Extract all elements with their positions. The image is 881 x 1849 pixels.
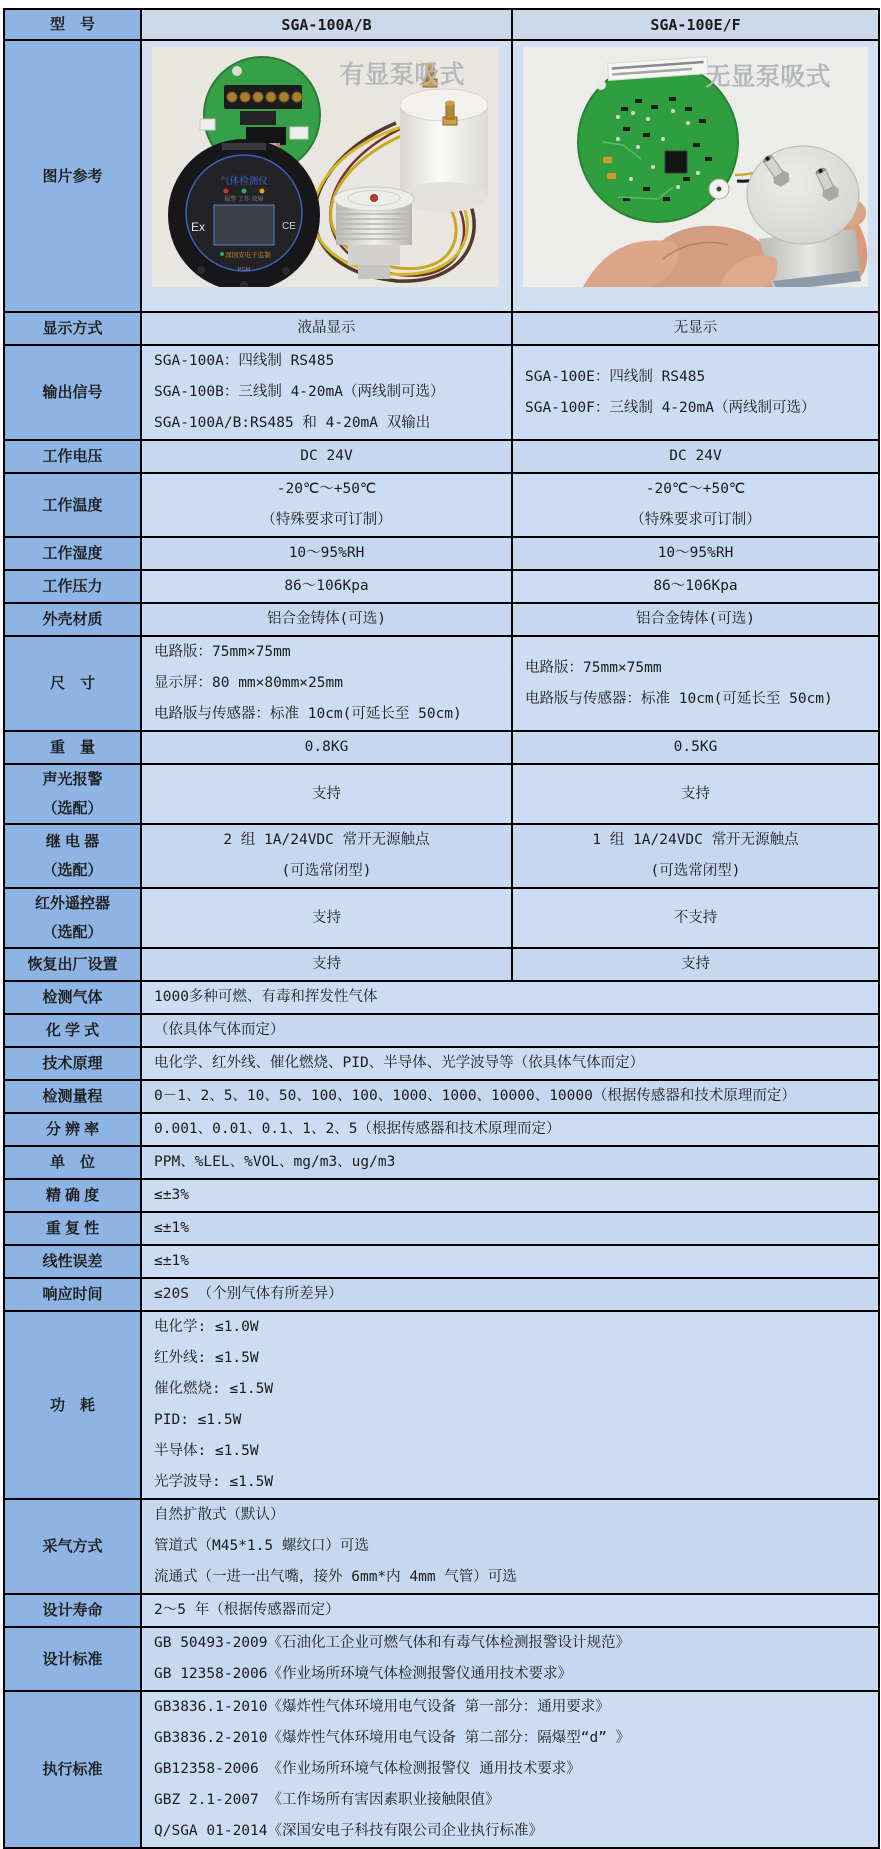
- header-label: 型 号: [49, 16, 95, 33]
- spec-label-design-standard: 设计标准: [4, 1627, 141, 1691]
- spec-value-working-voltage-right: DC 24V: [512, 440, 879, 473]
- spec-row-response-time: [4, 1278, 879, 1311]
- image-row-label: 图片参考: [42, 167, 103, 185]
- model-left: SGA-100A/B: [281, 15, 372, 34]
- spec-row-working-temperature: [4, 473, 879, 537]
- detector-pgm-text: PGM: [237, 267, 251, 273]
- spec-value-weight-right: 0.5KG: [512, 731, 879, 764]
- spec-label-working-humidity: 工作湿度: [4, 537, 141, 570]
- spec-row-power-consumption: [4, 1311, 879, 1499]
- spec-row-detection-range: [4, 1080, 879, 1113]
- spec-label-output-signal: 输出信号: [4, 345, 141, 440]
- spec-row-repeatability: [4, 1212, 879, 1245]
- spec-row-working-pressure: [4, 570, 879, 603]
- spec-value-shell-material-left: 铝合金铸体(可选): [141, 603, 512, 636]
- spec-label-factory-reset: 恢复出厂设置: [4, 948, 141, 981]
- spec-row-design-standard: [4, 1627, 879, 1691]
- spec-value-dimensions-left: 电路版：75mm×75mm 显示屏：80 mm×80mm×25mm 电路版与传感器：标准 10cm(可延长至 50cm): [141, 636, 512, 731]
- spec-table-body: [4, 312, 879, 1848]
- spec-label-detection-range: 检测量程: [4, 1080, 141, 1113]
- spec-value-design-standard: GB 50493-2009《石油化工企业可燃气体和有毒气体检测报警设计规范》 GB 12358-2006《作业场所环境气体检测报警仪通用技术要求》: [141, 1627, 879, 1691]
- spec-label-chemical-formula: 化 学 式: [4, 1014, 141, 1047]
- spec-value-weight-left: 0.8KG: [141, 731, 512, 764]
- spec-label-sound-light-alarm: 声光报警 （选配）: [4, 764, 141, 824]
- spec-label-technical-principle: 技术原理: [4, 1047, 141, 1080]
- spec-value-display-mode-left: 液晶显示: [141, 312, 512, 345]
- spec-label-working-temperature: 工作温度: [4, 473, 141, 537]
- spec-label-display-mode: 显示方式: [4, 312, 141, 345]
- spec-value-design-life: 2～5 年（根据传感器而定）: [141, 1594, 879, 1627]
- spec-label-relay: 继 电 器 （选配）: [4, 824, 141, 888]
- spec-row-sound-light-alarm: [4, 764, 879, 824]
- spec-value-accuracy: ≤±3%: [141, 1179, 879, 1212]
- spec-value-sampling-method: 自然扩散式（默认） 管道式（M45*1.5 螺纹口）可选 流通式（一进一出气嘴，接外 6mm*内 4mm 气管）可选: [141, 1499, 879, 1594]
- image-row-label-cell: [4, 40, 141, 312]
- spec-label-working-voltage: 工作电压: [4, 440, 141, 473]
- detector-led-labels: 报警 工作 故障: [224, 197, 264, 203]
- detector-ex-mark: Ex: [190, 220, 206, 234]
- spec-label-design-life: 设计寿命: [4, 1594, 141, 1627]
- spec-value-factory-reset-left: 支持: [141, 948, 512, 981]
- spec-row-display-mode: [4, 312, 879, 345]
- spec-value-response-time: ≤20S （个别气体有所差异）: [141, 1278, 879, 1311]
- image-row: [4, 40, 879, 312]
- spec-label-sampling-method: 采气方式: [4, 1499, 141, 1594]
- spec-value-ir-remote-right: 不支持: [512, 888, 879, 948]
- spec-value-repeatability: ≤±1%: [141, 1212, 879, 1245]
- spec-value-sound-light-alarm-left: 支持: [141, 764, 512, 824]
- spec-value-relay-left: 2 组 1A/24VDC 常开无源触点 (可选常闭型): [141, 824, 512, 888]
- spec-label-weight: 重 量: [4, 731, 141, 764]
- spec-value-detected-gas: 1000多种可燃、有毒和挥发性气体: [141, 981, 879, 1014]
- watermark-left: 有显泵吸式: [339, 61, 465, 89]
- spec-row-factory-reset: [4, 948, 879, 981]
- detector-graphic: [168, 139, 320, 287]
- spec-value-shell-material-right: 铝合金铸体(可选): [512, 603, 879, 636]
- spec-label-response-time: 响应时间: [4, 1278, 141, 1311]
- detector-ce-mark: CE: [282, 221, 296, 232]
- spec-value-sound-light-alarm-right: 支持: [512, 764, 879, 824]
- spec-label-working-pressure: 工作压力: [4, 570, 141, 603]
- spec-row-chemical-formula: [4, 1014, 879, 1047]
- spec-row-working-humidity: [4, 537, 879, 570]
- spec-row-linearity-error: [4, 1245, 879, 1278]
- spec-value-power-consumption: 电化学: ≤1.0W 红外线: ≤1.5W 催化燃烧: ≤1.5W PID: ≤1.5W 半导体: ≤1.5W 光学波导: ≤1.5W: [141, 1311, 879, 1499]
- spec-value-unit: PPM、%LEL、%VOL、mg/m3、ug/m3: [141, 1146, 879, 1179]
- spec-value-execution-standard: GB3836.1-2010《爆炸性气体环境用电气设备 第一部分：通用要求》 GB3836.2-2010《爆炸性气体环境用电气设备 第二部分：隔爆型“d” 》 GB12358-2006 《作业场所环境气体检测报警仪 通用技术要求》 GBZ 2.1-2007 《工作场所有害因素职业接触限值》 Q/SGA 01-2014《深国安电子科技有限公司企业执行标准》: [141, 1691, 879, 1848]
- spec-label-resolution: 分 辨 率: [4, 1113, 141, 1146]
- spec-value-working-voltage-left: DC 24V: [141, 440, 512, 473]
- spec-row-ir-remote: [4, 888, 879, 948]
- spec-row-detected-gas: [4, 981, 879, 1014]
- spec-label-unit: 单 位: [4, 1146, 141, 1179]
- spec-value-detection-range: 0－1、2、5、10、50、100、100、1000、1000、10000、10000（根据传感器和技术原理而定）: [141, 1080, 879, 1113]
- spec-value-linearity-error: ≤±1%: [141, 1245, 879, 1278]
- spec-value-output-signal-right: SGA-100E：四线制 RS485 SGA-100F：三线制 4-20mA（两线制可选）: [512, 345, 879, 440]
- spec-row-output-signal: [4, 345, 879, 440]
- product-photo-left-cell: [141, 40, 512, 312]
- detector-brand-text: 气体检测仪: [220, 176, 268, 187]
- product-photo-right-cell: [512, 40, 879, 312]
- spec-row-working-voltage: [4, 440, 879, 473]
- spec-row-sampling-method: [4, 1499, 879, 1594]
- spec-value-factory-reset-right: 支持: [512, 948, 879, 981]
- spec-label-power-consumption: 功 耗: [4, 1311, 141, 1499]
- spec-row-relay: [4, 824, 879, 888]
- spec-value-display-mode-right: 无显示: [512, 312, 879, 345]
- spec-value-working-temperature-right: -20℃～+50℃ （特殊要求可订制）: [512, 473, 879, 537]
- spec-value-working-pressure-right: 86～106Kpa: [512, 570, 879, 603]
- product-photo-left: [152, 47, 499, 287]
- spec-label-linearity-error: 线性误差: [4, 1245, 141, 1278]
- spec-header-row: [4, 9, 879, 40]
- spec-value-output-signal-left: SGA-100A：四线制 RS485 SGA-100B：三线制 4-20mA（两线制可选） SGA-100A/B:RS485 和 4-20mA 双输出: [141, 345, 512, 440]
- spec-table: [3, 8, 880, 1849]
- spec-label-execution-standard: 执行标准: [4, 1691, 141, 1848]
- spec-value-relay-right: 1 组 1A/24VDC 常开无源触点 (可选常闭型): [512, 824, 879, 888]
- spec-value-chemical-formula: （依具体气体而定）: [141, 1014, 879, 1047]
- detector-maker-text: 深国安电子监制: [225, 252, 271, 259]
- spec-label-dimensions: 尺 寸: [4, 636, 141, 731]
- spec-value-working-temperature-left: -20℃～+50℃ （特殊要求可订制）: [141, 473, 512, 537]
- model-left-cell: [141, 9, 512, 40]
- spec-row-technical-principle: [4, 1047, 879, 1080]
- model-right-cell: [512, 9, 879, 40]
- spec-value-ir-remote-left: 支持: [141, 888, 512, 948]
- spec-row-dimensions: [4, 636, 879, 731]
- spec-value-working-humidity-left: 10～95%RH: [141, 537, 512, 570]
- spec-row-execution-standard: [4, 1691, 879, 1848]
- spec-value-technical-principle: 电化学、红外线、催化燃烧、PID、半导体、光学波导等（依具体气体而定）: [141, 1047, 879, 1080]
- spec-label-ir-remote: 红外遥控器 （选配）: [4, 888, 141, 948]
- spec-label-detected-gas: 检测气体: [4, 981, 141, 1014]
- spec-label-repeatability: 重 复 性: [4, 1212, 141, 1245]
- spec-row-unit: [4, 1146, 879, 1179]
- spec-row-resolution: [4, 1113, 879, 1146]
- spec-value-resolution: 0.001、0.01、0.1、1、2、5（根据传感器和技术原理而定）: [141, 1113, 879, 1146]
- watermark-right: 无显泵吸式: [705, 63, 831, 91]
- header-label-cell: [4, 9, 141, 40]
- spec-row-accuracy: [4, 1179, 879, 1212]
- product-photo-right: [523, 47, 868, 287]
- spec-value-working-pressure-left: 86～106Kpa: [141, 570, 512, 603]
- model-right: SGA-100E/F: [650, 15, 741, 34]
- spec-label-shell-material: 外壳材质: [4, 603, 141, 636]
- spec-label-accuracy: 精 确 度: [4, 1179, 141, 1212]
- spec-value-dimensions-right: 电路版：75mm×75mm 电路版与传感器：标准 10cm(可延长至 50cm): [512, 636, 879, 731]
- spec-row-shell-material: [4, 603, 879, 636]
- spec-row-design-life: [4, 1594, 879, 1627]
- spec-row-weight: [4, 731, 879, 764]
- spec-value-working-humidity-right: 10～95%RH: [512, 537, 879, 570]
